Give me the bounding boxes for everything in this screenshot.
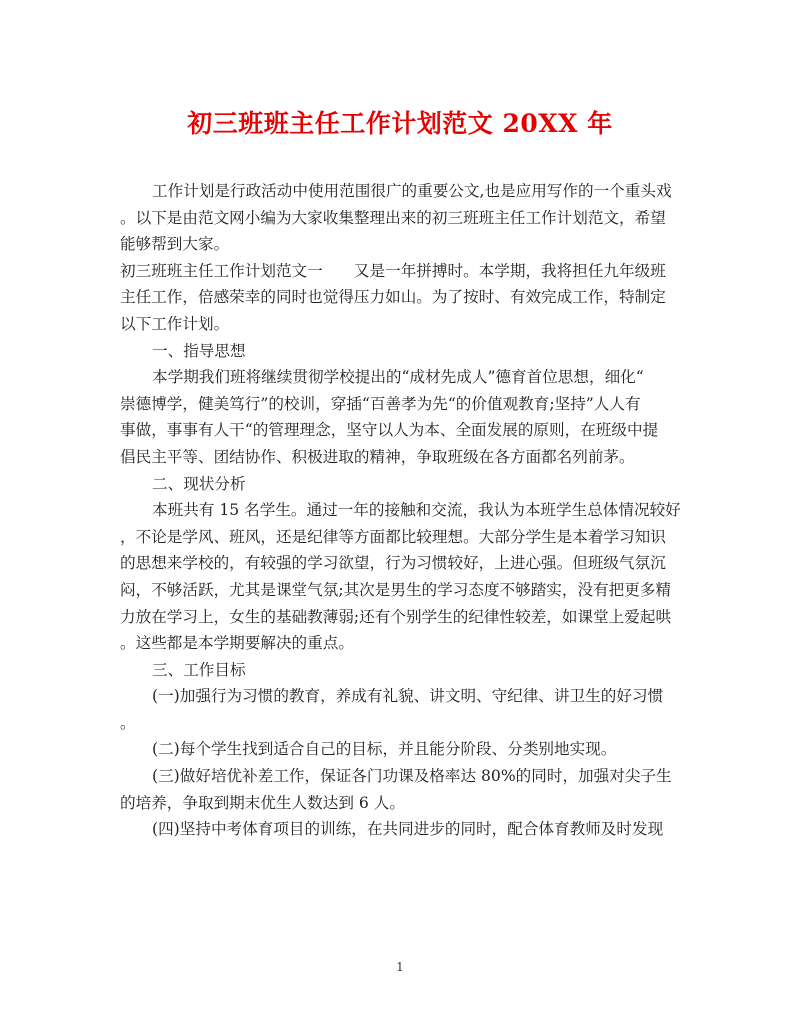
body-line: 主任工作，倍感荣幸的同时也觉得压力如山。为了按时、有效完成工作，特制定 xyxy=(120,288,666,307)
body-line: 闷，不够活跃，尤其是课堂气氛;其次是男生的学习态度不够踏实，没有把更多精 xyxy=(120,580,672,599)
list-item: (二)每个学生找到适合自己的目标，并且能分阶段、分类别地实现。 xyxy=(152,740,617,759)
page-number: 1 xyxy=(396,960,404,974)
body-line: 初三班班主任工作计划范文一 又是一年拼搏时。本学期，我将担任九年级班 xyxy=(120,261,666,280)
body-line: 本学期我们班将继续贯彻学校提出的“成材先成人”德育首位思想，细化“ xyxy=(152,368,644,387)
body-line: 。 xyxy=(120,713,136,732)
body-line: 崇德博学，健美笃行”的校训，穿插“百善孝为先“的价值观教育;坚持”人人有 xyxy=(120,394,641,413)
document-title: 初三班班主任工作计划范文 20XX 年 xyxy=(187,109,613,138)
section-heading: 二、现状分析 xyxy=(152,474,246,493)
body-line: 。这些都是本学期要解决的重点。 xyxy=(120,634,354,653)
body-line: 能够帮到大家。 xyxy=(120,235,230,254)
body-line: 事做，事事有人干“的管理理念，坚守以人为本、全面发展的原则，在班级中提 xyxy=(120,421,659,440)
body-line: 工作计划是行政活动中使用范围很广的重要公文,也是应用写作的一个重头戏 xyxy=(152,182,672,200)
list-item: (四)坚持中考体育项目的训练，在共同进步的同时，配合体育教师及时发现 xyxy=(152,820,664,839)
list-item: (一)加强行为习惯的教育，养成有礼貌、讲文明、守纪律、讲卫生的好习惯 xyxy=(152,687,664,706)
body-line: 以下工作计划。 xyxy=(120,314,230,333)
list-item: (三)做好培优补差工作，保证各门功课及格率达 80%的同时，加强对尖子生 xyxy=(152,767,672,786)
section-heading: 三、工作目标 xyxy=(152,660,246,679)
body-line: 本班共有 15 名学生。通过一年的接触和交流，我认为本班学生总体情况较好 xyxy=(152,501,681,520)
section-heading: 一、指导思想 xyxy=(152,341,246,360)
body-line: 力放在学习上，女生的基础教薄弱;还有个别学生的纪律性较差，如课堂上爱起哄 xyxy=(120,607,672,626)
body-line: 。以下是由范文网小编为大家收集整理出来的初三班班主任工作计划范文，希望 xyxy=(120,208,666,227)
body-line: 的培养，争取到期末优生人数达到 6 人。 xyxy=(120,793,405,812)
body-line: 倡民主平等、团结协作、积极进取的精神，争取班级在各方面都名列前茅。 xyxy=(120,447,635,466)
document-body xyxy=(120,178,680,843)
body-line: 的思想来学校的，有较强的学习欲望，行为习惯较好，上进心强。但班级气氛沉 xyxy=(120,554,666,573)
body-line: ，不论是学风、班风，还是纪律等方面都比较理想。大部分学生是本着学习知识 xyxy=(120,527,666,546)
